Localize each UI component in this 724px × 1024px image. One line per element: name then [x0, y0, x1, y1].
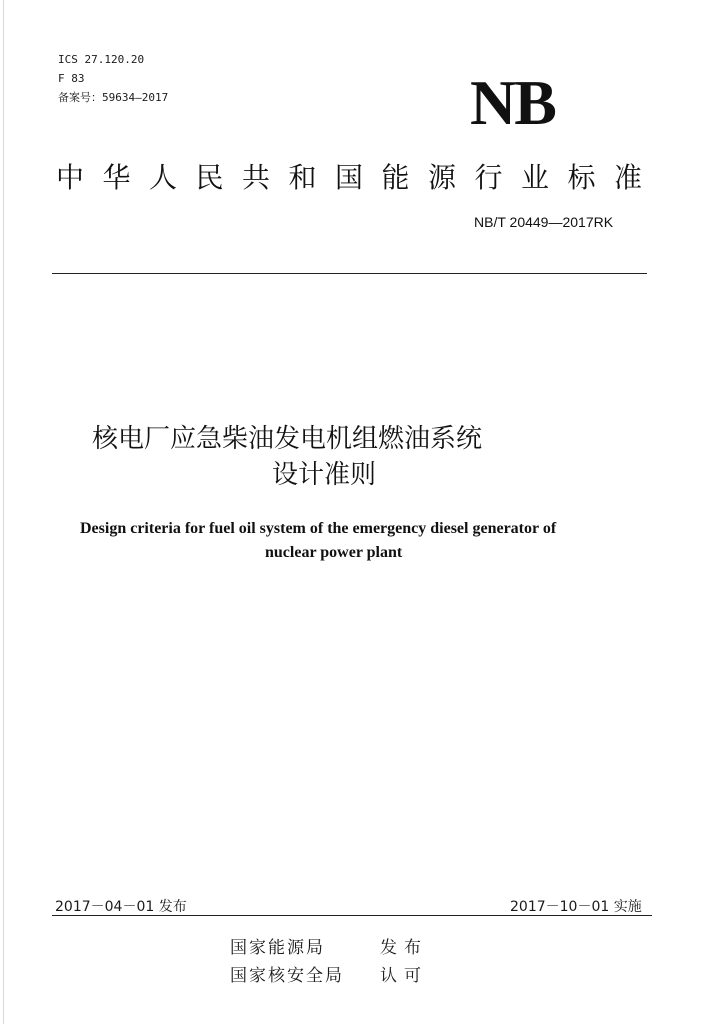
issuing-authorities — [230, 934, 428, 990]
issuer-action: 认可 — [380, 966, 428, 986]
bottom-divider — [52, 915, 652, 916]
record-number: 备案号：59634—2017 — [58, 91, 169, 104]
english-title-line-2: nuclear power plant — [265, 544, 403, 561]
standard-category-title: 中华人民共和国能源行业标准 — [56, 161, 661, 194]
issuer-org: 国家核安全局 — [230, 966, 344, 986]
classification-block — [58, 50, 168, 107]
chinese-title-line-2: 设计准则 — [272, 460, 377, 490]
issuer-row — [230, 962, 428, 990]
issuer-action: 发布 — [380, 938, 428, 958]
issuer-row — [230, 934, 428, 962]
standard-number: NB/T 20449—2017RK — [474, 214, 614, 230]
ics-code: ICS 27.120.20 — [58, 53, 145, 66]
classification-code: F 83 — [58, 72, 85, 85]
implementation-date: 2017－10－01 实施 — [510, 899, 642, 915]
issue-date: 2017－04－01 发布 — [55, 899, 187, 915]
nb-logo: NB — [470, 67, 555, 138]
page-edge — [3, 0, 4, 1024]
chinese-title-line-1: 核电厂应急柴油发电机组燃油系统 — [92, 424, 483, 454]
top-divider — [52, 273, 647, 274]
issuer-org: 国家能源局 — [230, 938, 325, 958]
english-title-line-1: Design criteria for fuel oil system of the emergency diesel generator of — [80, 520, 557, 537]
